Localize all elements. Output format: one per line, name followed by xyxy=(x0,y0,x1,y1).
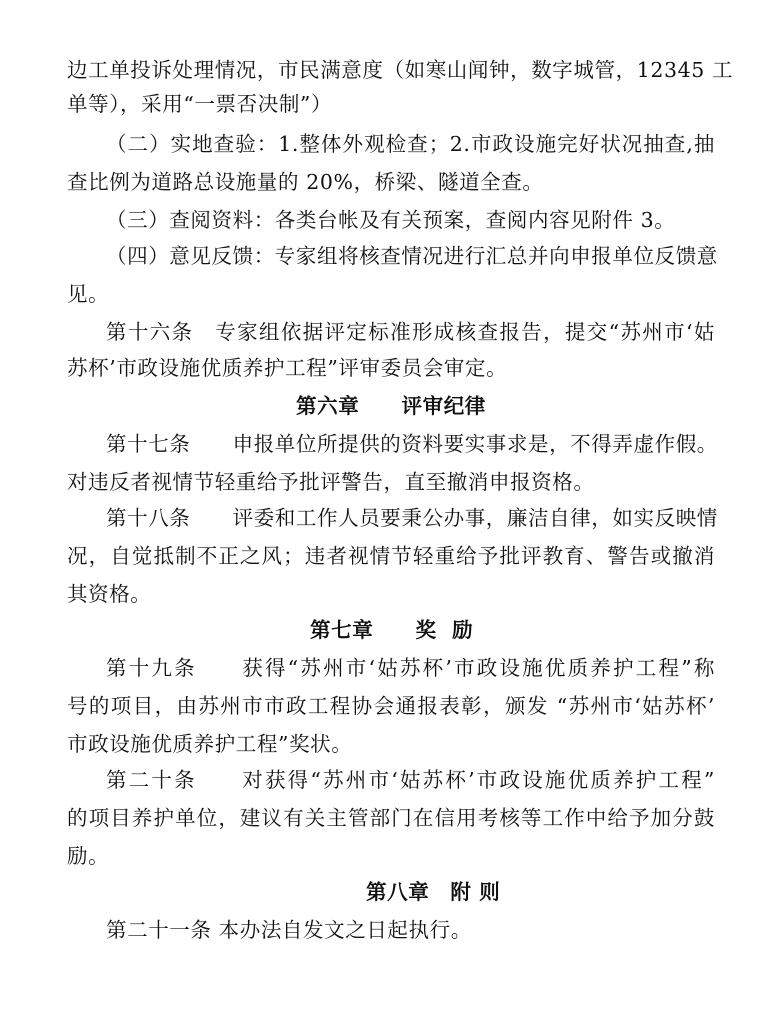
chapter-8-heading: 第八章 附 则 xyxy=(366,880,501,904)
text-line: 市政设施优质养护工程”奖状。 xyxy=(67,732,353,756)
text-line: 第十七条 申报单位所提供的资料要实事求是，不得弄虚作假。 xyxy=(106,432,718,456)
text-line: 第二十条 对获得“苏州市‘姑苏杯’市政设施优质养护工程” xyxy=(106,768,715,792)
text-line: 边工单投诉处理情况，市民满意度（如寒山闻钟，数字城管，12345 工 xyxy=(67,58,734,82)
chapter-7-heading: 第七章 奖 励 xyxy=(310,618,474,642)
text-line: 第二十一条 本办法自发文之日起执行。 xyxy=(106,918,472,942)
text-line: 号的项目，由苏州市市政工程协会通报表彰，颁发 “苏州市‘姑苏杯’ xyxy=(67,694,715,718)
chapter-6-heading: 第六章 评审纪律 xyxy=(296,394,486,418)
text-line: 第十六条 专家组依据评定标准形成核查报告，提交“苏州市‘姑 xyxy=(106,320,715,344)
text-line: 对违反者视情节轻重给予批评警告，直至撤消申报资格。 xyxy=(67,470,595,494)
text-line: （三）查阅资料：各类台帐及有关预案，查阅内容见附件 3。 xyxy=(106,208,676,232)
text-line: 第十八条 评委和工作人员要秉公办事，廉洁自律，如实反映情 xyxy=(106,506,718,530)
text-line: 单等），采用“一票否决制”） xyxy=(67,92,333,116)
text-line: 查比例为道路总设施量的 20%，桥梁、隧道全查。 xyxy=(67,170,544,194)
text-line: 的项目养护单位，建议有关主管部门在信用考核等工作中给予加分鼓 xyxy=(67,806,715,830)
text-line: （二）实地查验：1.整体外观检查；2.市政设施完好状况抽查,抽 xyxy=(106,132,715,156)
text-line: （四）意见反馈：专家组将核查情况进行汇总并向申报单位反馈意 xyxy=(106,244,718,268)
text-line: 其资格。 xyxy=(67,582,152,606)
text-line: 况，自觉抵制不正之风；违者视情节轻重给予批评教育、警告或撤消 xyxy=(67,544,715,568)
text-line: 励。 xyxy=(67,844,110,868)
text-line: 见。 xyxy=(67,282,110,306)
text-line: 苏杯’市政设施优质养护工程”评审委员会审定。 xyxy=(67,356,508,380)
text-line: 第十九条 获得“苏州市‘姑苏杯’市政设施优质养护工程”称 xyxy=(106,656,715,680)
